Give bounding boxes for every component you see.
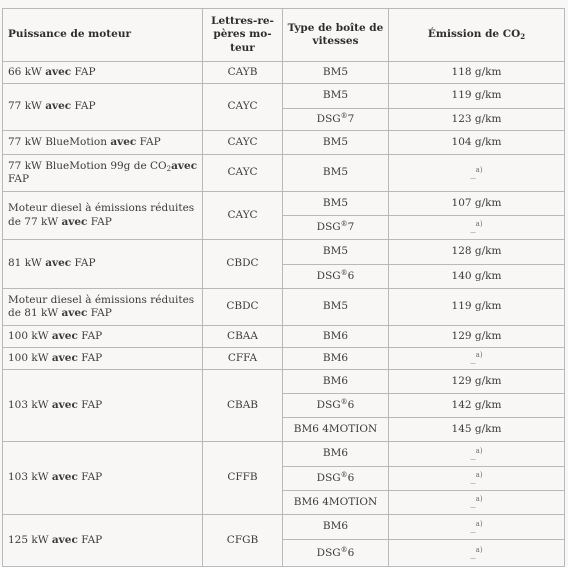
- engine-power-bold: avec: [51, 398, 78, 411]
- gearbox-cell: BM5: [283, 62, 389, 84]
- no-data-dash: _: [470, 496, 476, 509]
- no-data-dash: _: [470, 520, 476, 533]
- gearbox-cell: [283, 467, 389, 491]
- gearbox-name: DSG: [316, 472, 341, 485]
- gearbox-cell: BM5: [283, 192, 389, 216]
- engine-power-cell: [3, 240, 203, 289]
- engine-power-suffix: FAP: [87, 307, 112, 319]
- gearbox-name: DSG: [316, 399, 341, 412]
- registered-mark: ®: [340, 471, 348, 480]
- table-row: [3, 62, 565, 84]
- engine-power-cell: [3, 515, 203, 567]
- registered-mark: ®: [340, 545, 348, 554]
- gearbox-name: DSG: [316, 221, 341, 234]
- no-data-dash: _: [470, 472, 476, 485]
- engine-power-cell: [3, 326, 203, 348]
- engine-power-text: 103 kW: [8, 471, 52, 484]
- header-engine-power: [3, 9, 203, 62]
- footnote-marker: a): [475, 446, 483, 455]
- co2-emission-cell: 128 g/km: [389, 240, 565, 265]
- gearbox-cell: [283, 216, 389, 240]
- engine-power-bold: avec: [51, 533, 78, 546]
- co2-emission-cell: 104 g/km: [389, 131, 565, 155]
- engine-code-cell: CFGB: [203, 515, 283, 567]
- engine-power-suffix: FAP: [77, 398, 103, 411]
- engine-power-text: 81 kW: [8, 257, 46, 270]
- gearbox-cell: BM5: [283, 155, 389, 192]
- table-row: [3, 192, 565, 216]
- table-row: [3, 289, 565, 326]
- gearbox-cell: BM5: [283, 240, 389, 265]
- gearbox-speed: 6: [347, 472, 355, 485]
- header-co2-emission: [389, 9, 565, 62]
- table-row: [3, 370, 565, 394]
- table-row: [3, 240, 565, 265]
- engine-power-suffix: FAP: [71, 257, 96, 270]
- engine-power-bold: avec: [61, 215, 88, 228]
- footnote-marker: a): [475, 471, 483, 480]
- engine-power-cell: [3, 348, 203, 370]
- engine-code-cell: CAYC: [203, 131, 283, 155]
- engine-power-suffix: FAP: [8, 173, 30, 186]
- gearbox-cell: BM5: [283, 131, 389, 155]
- no-data-dash: _: [470, 166, 476, 179]
- header-co2-subscript: 2: [520, 32, 526, 42]
- no-data-dash: _: [470, 546, 476, 559]
- gearbox-speed: 6: [347, 399, 355, 412]
- engine-code-cell: CAYC: [203, 84, 283, 131]
- co2-emission-cell: 145 g/km: [389, 418, 565, 442]
- engine-power-cell: [3, 442, 203, 515]
- registered-mark: ®: [340, 269, 348, 278]
- engine-power-bold: avec: [45, 65, 72, 78]
- engine-power-bold: avec: [110, 135, 137, 148]
- engine-power-cell: [3, 289, 203, 326]
- co2-emission-cell: 107 g/km: [389, 192, 565, 216]
- gearbox-name: DSG: [316, 113, 341, 126]
- engine-code-cell: CBAB: [203, 370, 283, 442]
- header-engine-power-label: Puissance de moteur: [8, 28, 131, 41]
- engine-power-suffix: FAP: [71, 65, 96, 78]
- footnote-marker: a): [475, 220, 483, 229]
- engine-power-bold: avec: [171, 159, 198, 172]
- engine-power-suffix: FAP: [136, 135, 161, 148]
- gearbox-cell: [283, 265, 389, 289]
- table-row: [3, 84, 565, 109]
- engine-code-cell: CBAA: [203, 326, 283, 348]
- gearbox-speed: 6: [347, 270, 355, 283]
- engine-power-bold: avec: [45, 100, 72, 113]
- engine-code-cell: CAYC: [203, 155, 283, 192]
- co2-emission-cell: [389, 216, 565, 240]
- table-row: [3, 515, 565, 540]
- engine-power-cell: [3, 370, 203, 442]
- engine-power-suffix: FAP: [71, 100, 96, 113]
- co2-emission-cell: [389, 155, 565, 192]
- gearbox-name: DSG: [316, 546, 341, 559]
- gearbox-cell: BM5: [283, 84, 389, 109]
- engine-power-cell: [3, 192, 203, 240]
- registered-mark: ®: [340, 398, 348, 407]
- no-data-dash: _: [470, 447, 476, 460]
- gearbox-speed: 7: [347, 113, 355, 126]
- co2-emission-cell: [389, 348, 565, 370]
- table-row: [3, 442, 565, 467]
- gearbox-cell: [283, 394, 389, 418]
- header-gearbox-line2: vitesses: [312, 35, 359, 47]
- engine-code-cell: CBDC: [203, 240, 283, 289]
- no-data-dash: _: [470, 352, 476, 365]
- header-engine-code-line1: Lettres-re-: [211, 15, 274, 28]
- registered-mark: ®: [340, 112, 348, 121]
- table-header-row: [3, 9, 565, 62]
- engine-power-cell: [3, 131, 203, 155]
- table-row: [3, 155, 565, 192]
- footnote-marker: a): [475, 519, 483, 528]
- engine-power-bold: avec: [51, 329, 78, 342]
- engine-power-bold: avec: [51, 351, 78, 364]
- registered-mark: ®: [340, 220, 348, 229]
- engine-power-suffix: FAP: [87, 215, 112, 228]
- engine-code-cell: CFFB: [203, 442, 283, 515]
- engine-power-text: 100 kW: [8, 329, 52, 342]
- co2-emission-cell: [389, 540, 565, 567]
- gearbox-cell: BM6: [283, 348, 389, 370]
- engine-power-text: 100 kW: [8, 351, 52, 364]
- gearbox-cell: BM6: [283, 326, 389, 348]
- co2-emission-cell: [389, 467, 565, 491]
- gearbox-name: DSG: [316, 270, 341, 283]
- co2-emission-cell: [389, 491, 565, 515]
- engine-code-cell: CBDC: [203, 289, 283, 326]
- engine-code-cell: CAYC: [203, 192, 283, 240]
- gearbox-cell: BM6: [283, 515, 389, 540]
- engine-power-text: 66 kW: [8, 65, 46, 78]
- gearbox-cell: [283, 109, 389, 131]
- co2-emission-cell: 129 g/km: [389, 326, 565, 348]
- engine-code-cell: CAYB: [203, 62, 283, 84]
- engine-power-text: Moteur diesel à émissions réduites de 77 kW: [8, 202, 195, 228]
- co2-emission-cell: 129 g/km: [389, 370, 565, 394]
- table-row: [3, 131, 565, 155]
- co2-emission-cell: 119 g/km: [389, 289, 565, 326]
- footnote-marker: a): [475, 165, 483, 174]
- table-row: [3, 326, 565, 348]
- header-gearbox-type: [283, 9, 389, 62]
- gearbox-speed: 7: [347, 221, 355, 234]
- gearbox-cell: BM6 4MOTION: [283, 491, 389, 515]
- footnote-marker: a): [475, 351, 483, 360]
- co2-emission-cell: [389, 442, 565, 467]
- co2-emission-cell: [389, 515, 565, 540]
- engine-power-text: 77 kW BlueMotion: [8, 135, 111, 148]
- co2-emissions-table: [2, 8, 565, 567]
- gearbox-cell: BM6: [283, 370, 389, 394]
- engine-power-cell: [3, 62, 203, 84]
- header-engine-code-line2: pères mo-: [213, 28, 272, 41]
- engine-power-text: Moteur diesel à émissions réduites de 81 kW: [8, 293, 195, 319]
- co2-emission-cell: 119 g/km: [389, 84, 565, 109]
- engine-power-suffix: FAP: [77, 533, 103, 546]
- header-gearbox-line1: Type de boîte de: [287, 21, 384, 34]
- engine-power-suffix: FAP: [77, 329, 103, 342]
- engine-power-suffix: FAP: [77, 471, 103, 484]
- engine-power-text: 125 kW: [8, 533, 52, 546]
- gearbox-cell: BM6: [283, 442, 389, 467]
- gearbox-cell: [283, 540, 389, 567]
- engine-power-bold: avec: [45, 257, 72, 270]
- co2-emission-cell: 140 g/km: [389, 265, 565, 289]
- co2-emission-cell: 118 g/km: [389, 62, 565, 84]
- co2-emission-cell: 142 g/km: [389, 394, 565, 418]
- co2-emission-cell: 123 g/km: [389, 109, 565, 131]
- header-engine-code: [203, 9, 283, 62]
- engine-code-cell: CFFA: [203, 348, 283, 370]
- footnote-marker: a): [475, 495, 483, 504]
- engine-power-cell: [3, 84, 203, 131]
- engine-power-cell: [3, 155, 203, 192]
- engine-power-text: 103 kW: [8, 398, 52, 411]
- gearbox-cell: BM6 4MOTION: [283, 418, 389, 442]
- co2-subscript: 2: [166, 164, 172, 173]
- engine-power-text: 77 kW BlueMotion 99g de CO: [8, 159, 167, 172]
- footnote-marker: a): [475, 545, 483, 554]
- table-row: [3, 348, 565, 370]
- engine-power-text: 77 kW: [8, 100, 46, 113]
- header-engine-code-line3: teur: [230, 41, 255, 54]
- gearbox-cell: BM5: [283, 289, 389, 326]
- no-data-dash: _: [470, 221, 476, 234]
- engine-power-bold: avec: [61, 307, 88, 319]
- engine-power-suffix: FAP: [77, 351, 103, 364]
- header-co2-label: Émission de CO: [427, 28, 521, 41]
- gearbox-speed: 6: [347, 546, 355, 559]
- engine-power-bold: avec: [51, 471, 78, 484]
